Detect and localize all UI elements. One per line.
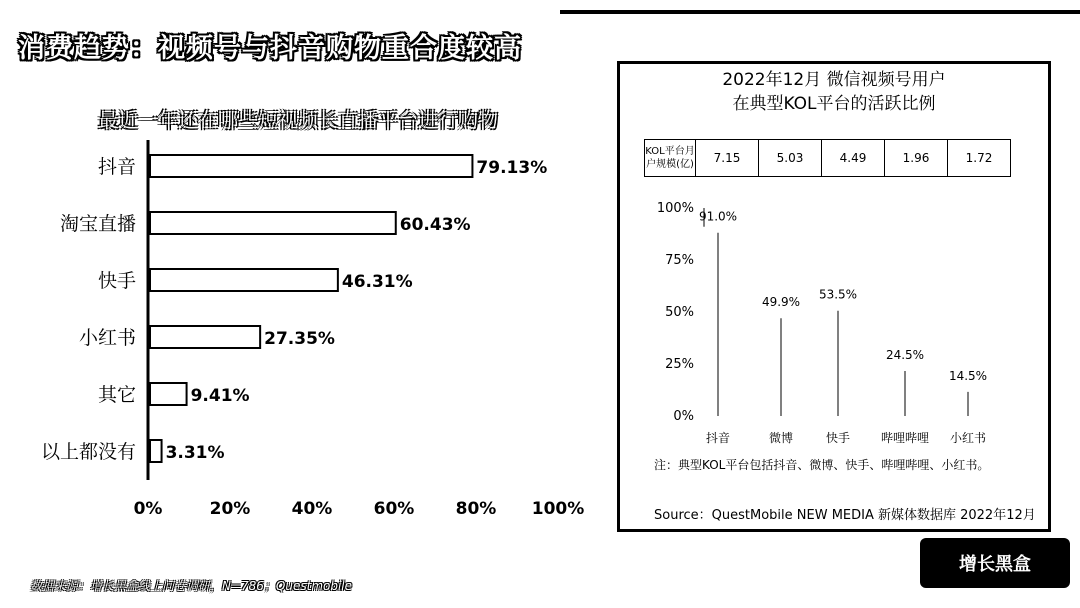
panel-source: Source：QuestMobile NEW MEDIA 新媒体数据库 2022年12月 xyxy=(654,508,1036,523)
data-label: 53.5% xyxy=(818,287,858,302)
bar xyxy=(150,155,472,177)
data-label: 46.31% xyxy=(341,272,413,292)
category-label: 微博 xyxy=(768,431,794,444)
data-label: 91.0% xyxy=(698,209,738,224)
x-tick-label: 100% xyxy=(531,499,585,519)
bar xyxy=(150,269,338,291)
data-label: 49.9% xyxy=(761,295,801,310)
right-panel xyxy=(617,61,1051,532)
data-label: 60.43% xyxy=(399,215,471,235)
kol-table-cell: 4.49 xyxy=(822,140,885,177)
kol-table-cell: 1.96 xyxy=(885,140,948,177)
right-bar-chart xyxy=(628,194,1038,444)
category-label: 淘宝直播 xyxy=(59,213,136,235)
data-label: 24.5% xyxy=(885,348,925,363)
category-label: 快手 xyxy=(97,270,136,292)
growth-box-logo: 增长黑盒 xyxy=(920,538,1070,588)
data-source-left: 数据来源：增长黑盒线上问卷调研，N=786；Questmobile xyxy=(30,579,353,593)
y-tick-label: 50% xyxy=(665,305,694,320)
bar xyxy=(150,440,162,462)
category-label: 哔哩哔哩 xyxy=(880,431,930,444)
data-label: 79.13% xyxy=(476,158,548,178)
category-label: 以上都没有 xyxy=(40,441,136,463)
left-chart-subtitle: 最近一年还在哪些短视频长直播平台进行购物 xyxy=(98,108,498,132)
kol-table-cell: 7.15 xyxy=(696,140,759,177)
x-tick-label: 60% xyxy=(373,499,415,519)
bar xyxy=(150,326,260,348)
y-tick-label: 75% xyxy=(665,253,694,268)
bar xyxy=(150,212,396,234)
y-tick-label: 100% xyxy=(656,201,694,216)
x-tick-label: 20% xyxy=(209,499,251,519)
y-tick-label: 25% xyxy=(665,357,694,372)
top-divider xyxy=(560,10,1080,14)
data-label: 3.31% xyxy=(165,443,225,463)
data-label: 27.35% xyxy=(264,329,335,349)
right-panel-title-line1: 2022年12月 微信视频号用户 xyxy=(722,70,946,90)
kol-table-cell: 5.03 xyxy=(759,140,822,177)
page-title: 消费趋势：视频号与抖音购物重合度较高 xyxy=(18,33,522,64)
x-tick-label: 0% xyxy=(133,499,163,519)
kol-table-cell: 1.72 xyxy=(948,140,1011,177)
category-label: 抖音 xyxy=(705,431,731,444)
data-label: 9.41% xyxy=(190,386,250,406)
category-label: 小红书 xyxy=(949,431,987,444)
category-label: 抖音 xyxy=(97,156,136,178)
y-tick-label: 0% xyxy=(673,409,694,424)
x-tick-label: 80% xyxy=(455,499,497,519)
left-bar-chart xyxy=(0,120,600,580)
x-tick-label: 40% xyxy=(291,499,333,519)
category-label: 快手 xyxy=(825,431,851,444)
category-label: 小红书 xyxy=(78,327,136,349)
bar xyxy=(150,383,187,405)
category-label: 其它 xyxy=(97,384,136,406)
right-panel-title xyxy=(620,68,1048,116)
kol-table-header: KOL平台月户规模(亿) xyxy=(645,140,696,177)
panel-note: 注：典型KOL平台包括抖音、微博、快手、哔哩哔哩、小红书。 xyxy=(654,458,990,472)
kol-user-table xyxy=(644,139,1011,177)
right-panel-title-line2: 在典型KOL平台的活跃比例 xyxy=(732,94,936,114)
data-label: 14.5% xyxy=(948,368,988,383)
